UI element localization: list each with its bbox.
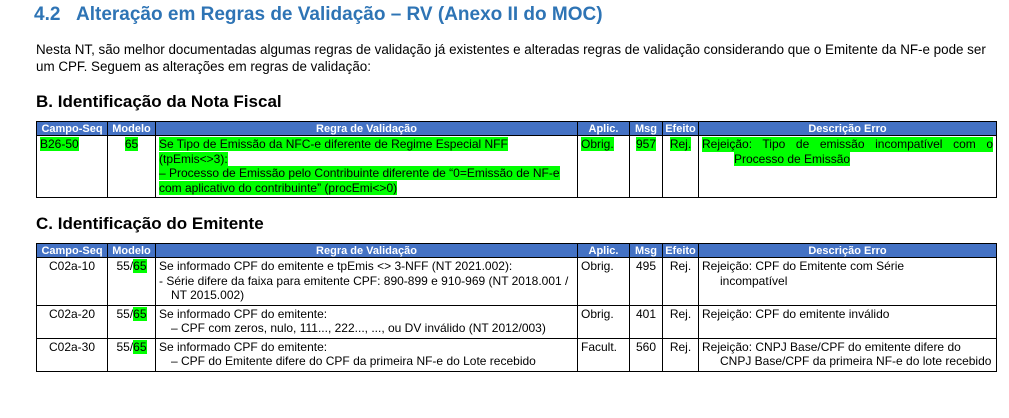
table-row xyxy=(37,258,997,306)
table-header-row xyxy=(37,244,997,258)
col-msg: Msg xyxy=(630,244,663,258)
col-msg: Msg xyxy=(630,122,663,136)
intro-paragraph: Nesta NT, são melhor documentadas algumas regras de validação já existentes e alteradas regras de validação considerando que o Emitente da NF-e pode ser um CPF. Seguem as alterações em regras de validação: xyxy=(36,42,986,74)
col-campo-seq: Campo-Seq xyxy=(37,244,108,258)
erro-linha-2: CNPJ Base/CPF da primeira NF-e do lote recebido xyxy=(720,354,992,368)
subsection-c-title: C. Identificação do Emitente xyxy=(36,214,264,233)
col-descricao-erro: Descrição Erro xyxy=(699,244,997,258)
erro-linha-1: Rejeição: CNPJ Base/CPF do emitente difere do xyxy=(702,339,961,354)
regra-condicao: Se Tipo de Emissão da NFC-e diferente de Regime Especial NFF (tpEmis<>3): xyxy=(159,137,508,166)
regra-condicao: Se informado CPF do emitente: xyxy=(159,306,328,321)
modelo-55: 55/ xyxy=(116,339,134,354)
efeito: Rej. xyxy=(669,137,692,151)
subsection-b-title: B. Identificação da Nota Fiscal xyxy=(36,92,282,111)
msg-code: 401 xyxy=(630,305,663,338)
aplicacao: Obrig. xyxy=(581,137,614,151)
table-row xyxy=(37,305,997,338)
regra-detalhe: - Série difere da faixa para emitente CPF: 890-899 e 910-969 (NT 2018.001 / NT 2015.002) xyxy=(159,273,569,302)
regra-detalhe: – CPF do Emitente difere do CPF da primeira NF-e do Lote recebido xyxy=(171,354,536,368)
regra-detalhe: – CPF com zeros, nulo, 111..., 222..., ..., ou DV inválido (NT 2012/003) xyxy=(171,321,546,335)
erro-linha-2: Processo de Emissão xyxy=(734,151,851,166)
modelo-65: 65 xyxy=(133,306,147,321)
col-modelo: Modelo xyxy=(108,244,156,258)
col-descricao-erro: Descrição Erro xyxy=(699,122,997,136)
msg-code: 560 xyxy=(630,338,663,371)
erro-linha-1: Rejeição: Tipo de emissão incompatível com o xyxy=(702,137,993,151)
regra-condicao: Se informado CPF do emitente: xyxy=(159,339,328,354)
efeito: Rej. xyxy=(663,258,699,306)
section-title: Alteração em Regras de Validação – RV (Anexo II do MOC) xyxy=(76,4,603,25)
col-modelo: Modelo xyxy=(108,122,156,136)
campo-seq: C02a-30 xyxy=(37,338,108,371)
table-identificacao-nota-fiscal xyxy=(36,121,997,198)
erro-linha-1: Rejeição: CPF do emitente inválido xyxy=(702,306,890,321)
col-aplic: Aplic. xyxy=(578,244,630,258)
campo-seq: B26-50 xyxy=(40,137,79,151)
section-heading xyxy=(34,4,603,26)
efeito: Rej. xyxy=(663,338,699,371)
col-efeito: Efeito xyxy=(663,122,699,136)
table-header-row xyxy=(37,122,997,136)
col-regra: Regra de Validação xyxy=(156,244,578,258)
aplicacao: Obrig. xyxy=(578,305,630,338)
section-number: 4.2 xyxy=(34,4,61,25)
aplicacao: Obrig. xyxy=(578,258,630,306)
campo-seq: C02a-20 xyxy=(37,305,108,338)
modelo: 65 xyxy=(124,137,139,151)
col-campo-seq: Campo-Seq xyxy=(37,122,108,136)
campo-seq: C02a-10 xyxy=(37,258,108,306)
table-row xyxy=(37,338,997,371)
msg-code: 957 xyxy=(635,137,657,151)
efeito: Rej. xyxy=(663,305,699,338)
col-efeito: Efeito xyxy=(663,244,699,258)
msg-code: 495 xyxy=(630,258,663,306)
regra-detalhe: – Processo de Emissão pelo Contribuinte diferente de “0=Emissão de NF-e com aplicativo do contribuinte” (procEmi<>0) xyxy=(159,166,560,195)
modelo-55: 55/ xyxy=(116,259,134,273)
erro-linha-1: Rejeição: CPF do Emitente com Série xyxy=(702,259,905,273)
table-identificacao-emitente xyxy=(36,243,997,372)
modelo-55: 55/ xyxy=(116,306,134,321)
col-aplic: Aplic. xyxy=(578,122,630,136)
erro-linha-2: incompatível xyxy=(720,273,788,288)
table-row xyxy=(37,136,997,198)
modelo-65: 65 xyxy=(133,259,147,273)
col-regra: Regra de Validação xyxy=(156,122,578,136)
regra-condicao: Se informado CPF do emitente e tpEmis <> 3-NFF (NT 2021.002): xyxy=(159,259,513,273)
modelo-65: 65 xyxy=(133,339,147,354)
aplicacao: Facult. xyxy=(578,338,630,371)
